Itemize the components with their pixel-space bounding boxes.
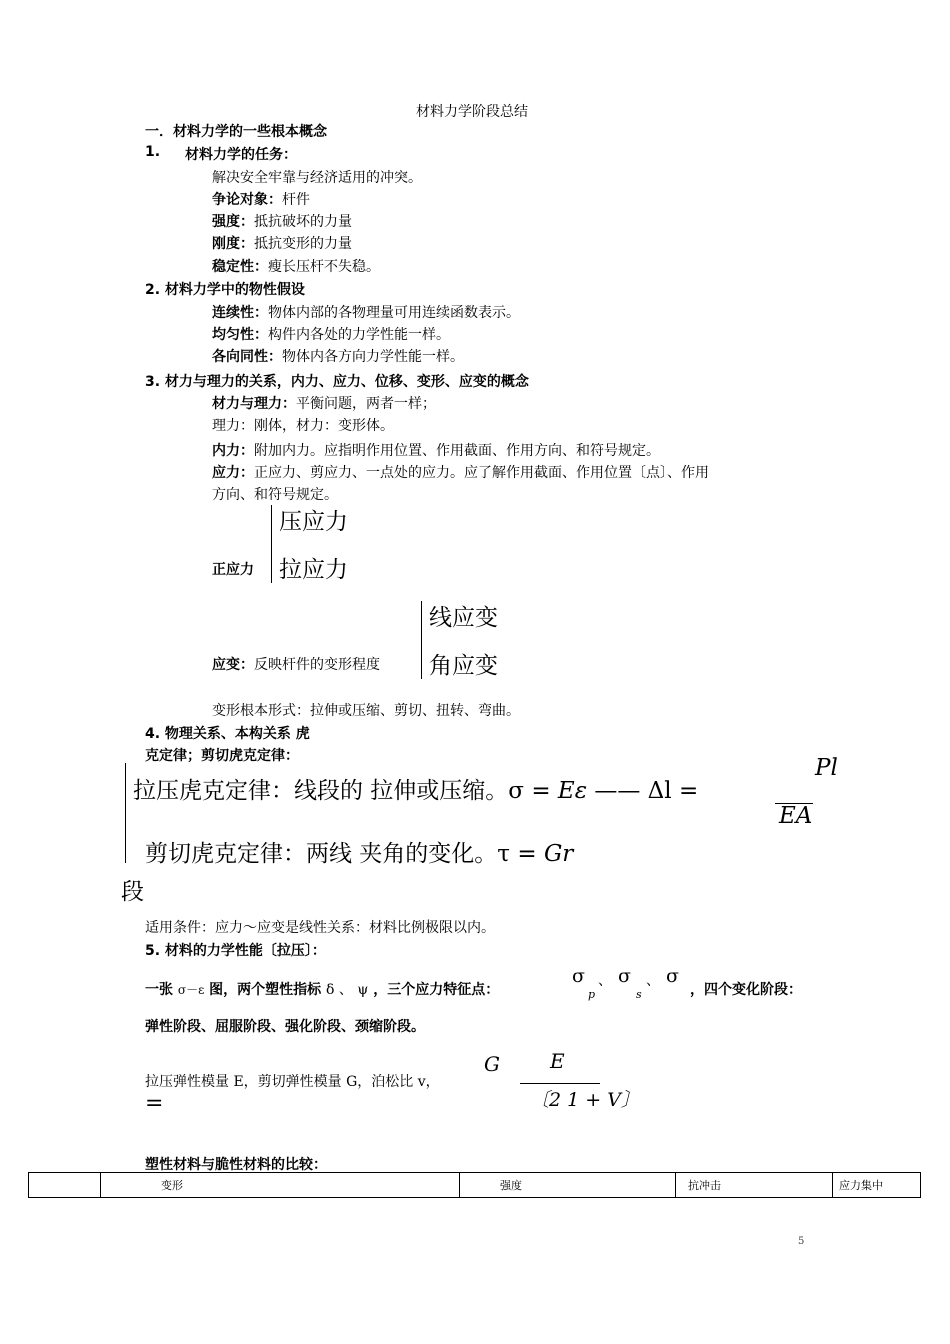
strain-label: 应变： (212, 657, 254, 673)
subsection-4-title-2: 克定律；剪切虎克定律： (145, 748, 299, 764)
hooke-denominator: EA (779, 803, 813, 829)
table-header-strength: 强度 (460, 1173, 676, 1198)
hooke-shear-text: 剪切虎克定律：两线 夹角的变化。τ = (145, 841, 544, 867)
continuity-label: 连续性： (212, 305, 268, 321)
table-header-stress-concentration: 应力集中 (833, 1173, 921, 1198)
segment-char: 段 (121, 879, 144, 905)
sigma-b: σ (666, 965, 679, 987)
subsection-3-title: 3. 材力与理力的关系，内力、应力、位移、变形、应变的概念 (145, 374, 529, 390)
stability-label: 稳定性： (212, 259, 268, 275)
table-row (29, 1173, 921, 1198)
moduli-text: 拉压弹性模量 E，剪切弹性模量 G，泊松比 v， (145, 1074, 440, 1090)
hooke-tension-eq: Eε (557, 778, 588, 804)
properties-b: 图，两个塑性指标 (204, 982, 327, 998)
task-line: 解决安全牢靠与经济适用的冲突。 (212, 170, 422, 186)
four-stages-text: ，四个变化阶段： (690, 982, 802, 998)
stress-text: 正应力、剪应力、一点处的应力。应了解作用截面、作用位置〔点〕、作用 (254, 465, 709, 481)
hooke-tension-line (133, 772, 698, 805)
sub-s: s (636, 988, 642, 1001)
stiffness-label: 刚度： (212, 236, 254, 252)
strain-brace (421, 601, 422, 679)
stress-label: 应力： (212, 465, 254, 481)
subsection-1-number: 1. (145, 144, 161, 160)
subsection-1-title: 材料力学的任务： (185, 147, 297, 163)
modulus-g: G (484, 1052, 500, 1076)
modulus-fraction-line (520, 1083, 600, 1084)
strength-label: 强度： (212, 214, 254, 230)
hooke-shear-line (145, 835, 573, 868)
subsection-5-title: 5. 材料的力学性能〔拉压〕： (145, 943, 326, 959)
properties-line (145, 979, 499, 999)
hooke-numerator: Pl (815, 755, 838, 781)
applicable-condition: 适用条件：应力～应变是线性关系：材料比例极限以内。 (145, 920, 495, 936)
stress-line-2: 方向、和符号规定。 (212, 487, 338, 503)
deformation-forms: 变形根本形式：拉伸或压缩、剪切、扭转、弯曲。 (212, 703, 520, 719)
page-title: 材料力学阶段总结 (416, 104, 528, 120)
normal-stress-label: 正应力 (212, 562, 254, 578)
normal-stress-brace (271, 505, 272, 583)
homogeneity-line (212, 324, 450, 344)
compressive-stress: 压应力 (279, 509, 348, 535)
properties-a: 一张 (145, 982, 178, 998)
internal-force-line (212, 440, 660, 460)
stiffness-text: 抵抗变形的力量 (254, 236, 352, 252)
sub-p: p (588, 988, 596, 1001)
sigma-epsilon-symbol: σ－ε (177, 983, 205, 997)
research-object-text: 杆件 (282, 192, 310, 208)
research-object (212, 189, 310, 209)
strength-text: 抵抗破坏的力量 (254, 214, 352, 230)
relation-line-2: 理力：刚体，材力：变形体。 (212, 418, 394, 434)
plasticity-indices: δ 、 ψ (326, 982, 369, 998)
table-header-cell (29, 1173, 101, 1198)
homogeneity-text: 构件内各处的力学性能一样。 (268, 327, 450, 343)
internal-force-text: 附加内力。应指明作用位置、作用截面、作用方向、和符号规定。 (254, 443, 660, 459)
table-header-deformation: 变形 (101, 1173, 460, 1198)
stability-line (212, 256, 380, 276)
isotropy-line (212, 346, 464, 366)
subsection-2-title: 2. 材料力学中的物性假设 (145, 282, 305, 298)
hooke-brace (125, 763, 126, 863)
subsection-4-title: 4. 物理关系、本构关系 虎 (145, 726, 310, 742)
table-header-impact: 抗冲击 (676, 1173, 833, 1198)
sigma-s: σ (618, 965, 631, 987)
comparison-title: 塑性材料与脆性材料的比较： (145, 1157, 327, 1173)
isotropy-label: 各向同性： (212, 349, 282, 365)
page-number: 5 (798, 1236, 805, 1247)
research-object-label: 争论对象： (212, 192, 282, 208)
stiffness-line (212, 233, 352, 253)
stability-text: 瘦长压杆不失稳。 (268, 259, 380, 275)
relation-label: 材力与理力： (212, 396, 296, 412)
hooke-shear-eq: Gr (543, 841, 574, 867)
relation-text: 平衡问题，两者一样； (296, 396, 436, 412)
homogeneity-label: 均匀性： (212, 327, 268, 343)
strength-line (212, 211, 352, 231)
stress-line (212, 462, 709, 482)
hooke-tension-dash: —— Δl = (587, 778, 699, 804)
strain-line (212, 654, 380, 674)
strain-text: 反映杆件的变形程度 (254, 657, 380, 673)
tensile-stress: 拉应力 (279, 557, 348, 583)
isotropy-text: 物体内各方向力学性能一样。 (282, 349, 464, 365)
stages-line: 弹性阶段、屈服阶段、强化阶段、颈缩阶段。 (145, 1019, 425, 1035)
hooke-tension-text: 拉压虎克定律：线段的 拉伸或压缩。σ = (133, 778, 558, 804)
sigma-p: σ (572, 965, 585, 987)
comparison-table (28, 1172, 921, 1198)
continuity-line (212, 302, 520, 322)
relation-line (212, 393, 436, 413)
angular-strain: 角应变 (429, 653, 498, 679)
linear-strain: 线应变 (429, 605, 498, 631)
internal-force-label: 内力： (212, 443, 254, 459)
modulus-denominator: 〔2 1 + V〕 (530, 1089, 640, 1111)
sigma-sep-1: 、 (598, 973, 612, 989)
properties-d: ，三个应力特征点： (368, 982, 500, 998)
section-heading: 一．材料力学的一些根本概念 (145, 124, 327, 140)
sigma-sep-2: 、 (646, 973, 660, 989)
modulus-equals: = (145, 1091, 164, 1116)
modulus-e: E (550, 1049, 565, 1073)
continuity-text: 物体内部的各物理量可用连续函数表示。 (268, 305, 520, 321)
